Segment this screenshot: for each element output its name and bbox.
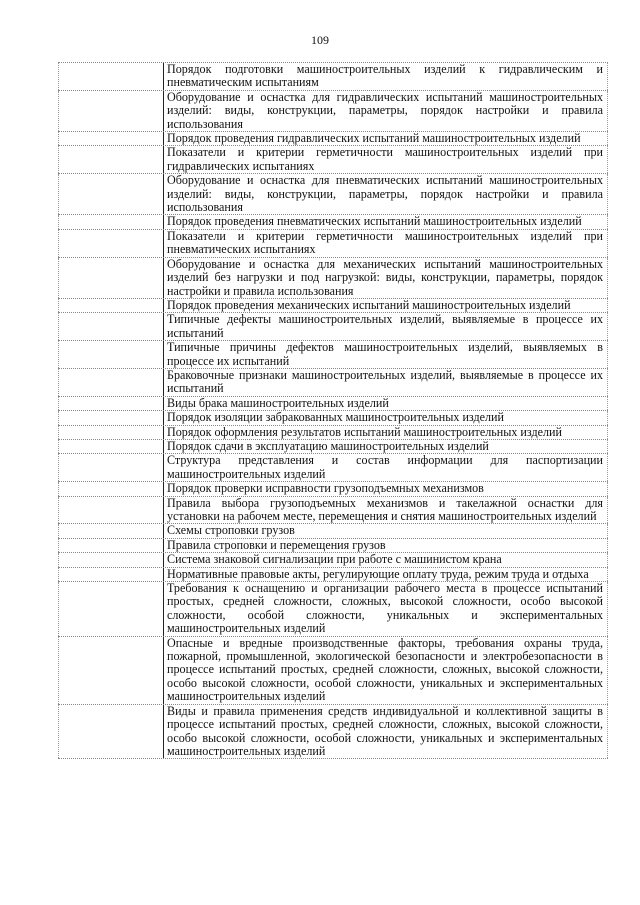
table-row [58, 553, 608, 567]
table-label-cell [58, 705, 164, 759]
table-label-cell [58, 230, 164, 257]
table-label-cell [58, 299, 164, 312]
table-cell: Оборудование и оснастка для гидравлических испытаний машиностроительных изделий: виды, конструкции, параметры, порядок настройки и правила использования [164, 91, 608, 131]
table-label-cell [58, 91, 164, 131]
table-row [58, 132, 608, 146]
table-row [58, 230, 608, 258]
table-label-cell [58, 426, 164, 439]
table-cell: Порядок проверки исправности грузоподъемных механизмов [164, 482, 608, 495]
table-row [58, 539, 608, 553]
table-label-cell [58, 539, 164, 552]
table-label-cell [58, 568, 164, 581]
table-cell: Схемы строповки грузов [164, 524, 608, 537]
table-cell: Показатели и критерии герметичности машиностроительных изделий при пневматических испытаниях [164, 230, 608, 257]
table-label-cell [58, 341, 164, 368]
table-cell: Правила строповки и перемещения грузов [164, 539, 608, 552]
table-row [58, 313, 608, 341]
table-row [58, 568, 608, 582]
table-cell: Виды брака машиностроительных изделий [164, 397, 608, 410]
table-label-cell [58, 313, 164, 340]
page-number: 109 [311, 33, 329, 47]
table-label-cell [58, 440, 164, 453]
table-cell: Правила выбора грузоподъемных механизмов и такелажной оснастки для установки на рабочем месте, перемещения и снятия машиностроительных изделий [164, 497, 608, 524]
table-label-cell [58, 637, 164, 704]
table-row [58, 524, 608, 538]
table-cell: Оборудование и оснастка для пневматических испытаний машиностроительных изделий: виды, конструкции, параметры, порядок настройки и правила использования [164, 174, 608, 214]
table-label-cell [58, 146, 164, 173]
table-cell: Порядок оформления результатов испытаний машиностроительных изделий [164, 426, 608, 439]
table-label-cell [58, 174, 164, 214]
table-row [58, 411, 608, 425]
table-row [58, 91, 608, 132]
table-label-cell [58, 582, 164, 636]
table-row [58, 258, 608, 299]
table-cell: Требования к оснащению и организации рабочего места в процессе испытаний простых, средней сложности, сложных, высокой сложности, особо высокой сложности, особой сложности, уникальных и экспериментальных машиностроительных изделий [164, 582, 608, 636]
table-label-cell [58, 369, 164, 396]
table-row [58, 397, 608, 411]
table-row [58, 215, 608, 229]
table-row [58, 440, 608, 454]
table-cell: Порядок изоляции забракованных машиностроительных изделий [164, 411, 608, 424]
table-cell: Типичные причины дефектов машиностроительных изделий, выявляемых в процессе их испытаний [164, 341, 608, 368]
knowledge-table [58, 62, 608, 759]
table-cell: Виды и правила применения средств индивидуальной и коллективной защиты в процессе испытаний простых, средней сложности, сложных, высокой сложности, особо высокой сложности, особой сложности, уникальных и экспериментальных машиностроительных изделий [164, 705, 608, 759]
table-label-cell [58, 132, 164, 145]
table-cell: Порядок проведения механических испытаний машиностроительных изделий [164, 299, 608, 312]
table-row [58, 497, 608, 525]
table-label-cell [58, 454, 164, 481]
table-cell: Типичные дефекты машиностроительных изделий, выявляемые в процессе их испытаний [164, 313, 608, 340]
table-label-cell [58, 524, 164, 537]
table-row [58, 482, 608, 496]
table-cell: Структура представления и состав информации для паспортизации машиностроительных изделий [164, 454, 608, 481]
table-row [58, 582, 608, 637]
table-label-cell [58, 411, 164, 424]
table-row [58, 63, 608, 91]
table-row [58, 454, 608, 482]
table-label-cell [58, 553, 164, 566]
table-cell: Система знаковой сигнализации при работе с машинистом крана [164, 553, 608, 566]
table-cell: Показатели и критерии герметичности машиностроительных изделий при гидравлических испытаниях [164, 146, 608, 173]
table-label-cell [58, 63, 164, 90]
table-label-cell [58, 258, 164, 298]
table-row [58, 426, 608, 440]
table-row [58, 705, 608, 760]
table-row [58, 369, 608, 397]
table-row [58, 146, 608, 174]
table-row [58, 341, 608, 369]
table-cell: Опасные и вредные производственные факторы, требования охраны труда, пожарной, промышленной, экологической безопасности и электробезопасности в процессе испытаний простых, средней сложности, сложных, высокой сложности, особо высокой сложности, особой сложности, уникальных и экспериментальных машиностроительных изделий [164, 637, 608, 704]
table-cell: Порядок сдачи в эксплуатацию машиностроительных изделий [164, 440, 608, 453]
table-cell: Порядок проведения гидравлических испытаний машиностроительных изделий [164, 132, 608, 145]
table-cell: Порядок проведения пневматических испытаний машиностроительных изделий [164, 215, 608, 228]
table-cell: Браковочные признаки машиностроительных изделий, выявляемые в процессе их испытаний [164, 369, 608, 396]
table-label-cell [58, 482, 164, 495]
table-label-cell [58, 497, 164, 524]
table-label-cell [58, 215, 164, 228]
table-row [58, 174, 608, 215]
table-cell: Оборудование и оснастка для механических испытаний машиностроительных изделий без нагрузки и под нагрузкой: виды, конструкции, параметры, порядок настройки и правила использования [164, 258, 608, 298]
table-cell: Нормативные правовые акты, регулирующие оплату труда, режим труда и отдыха [164, 568, 608, 581]
table-row [58, 637, 608, 705]
table-cell: Порядок подготовки машиностроительных изделий к гидравлическим и пневматическим испытаниям [164, 63, 608, 90]
table-label-cell [58, 397, 164, 410]
table-row [58, 299, 608, 313]
